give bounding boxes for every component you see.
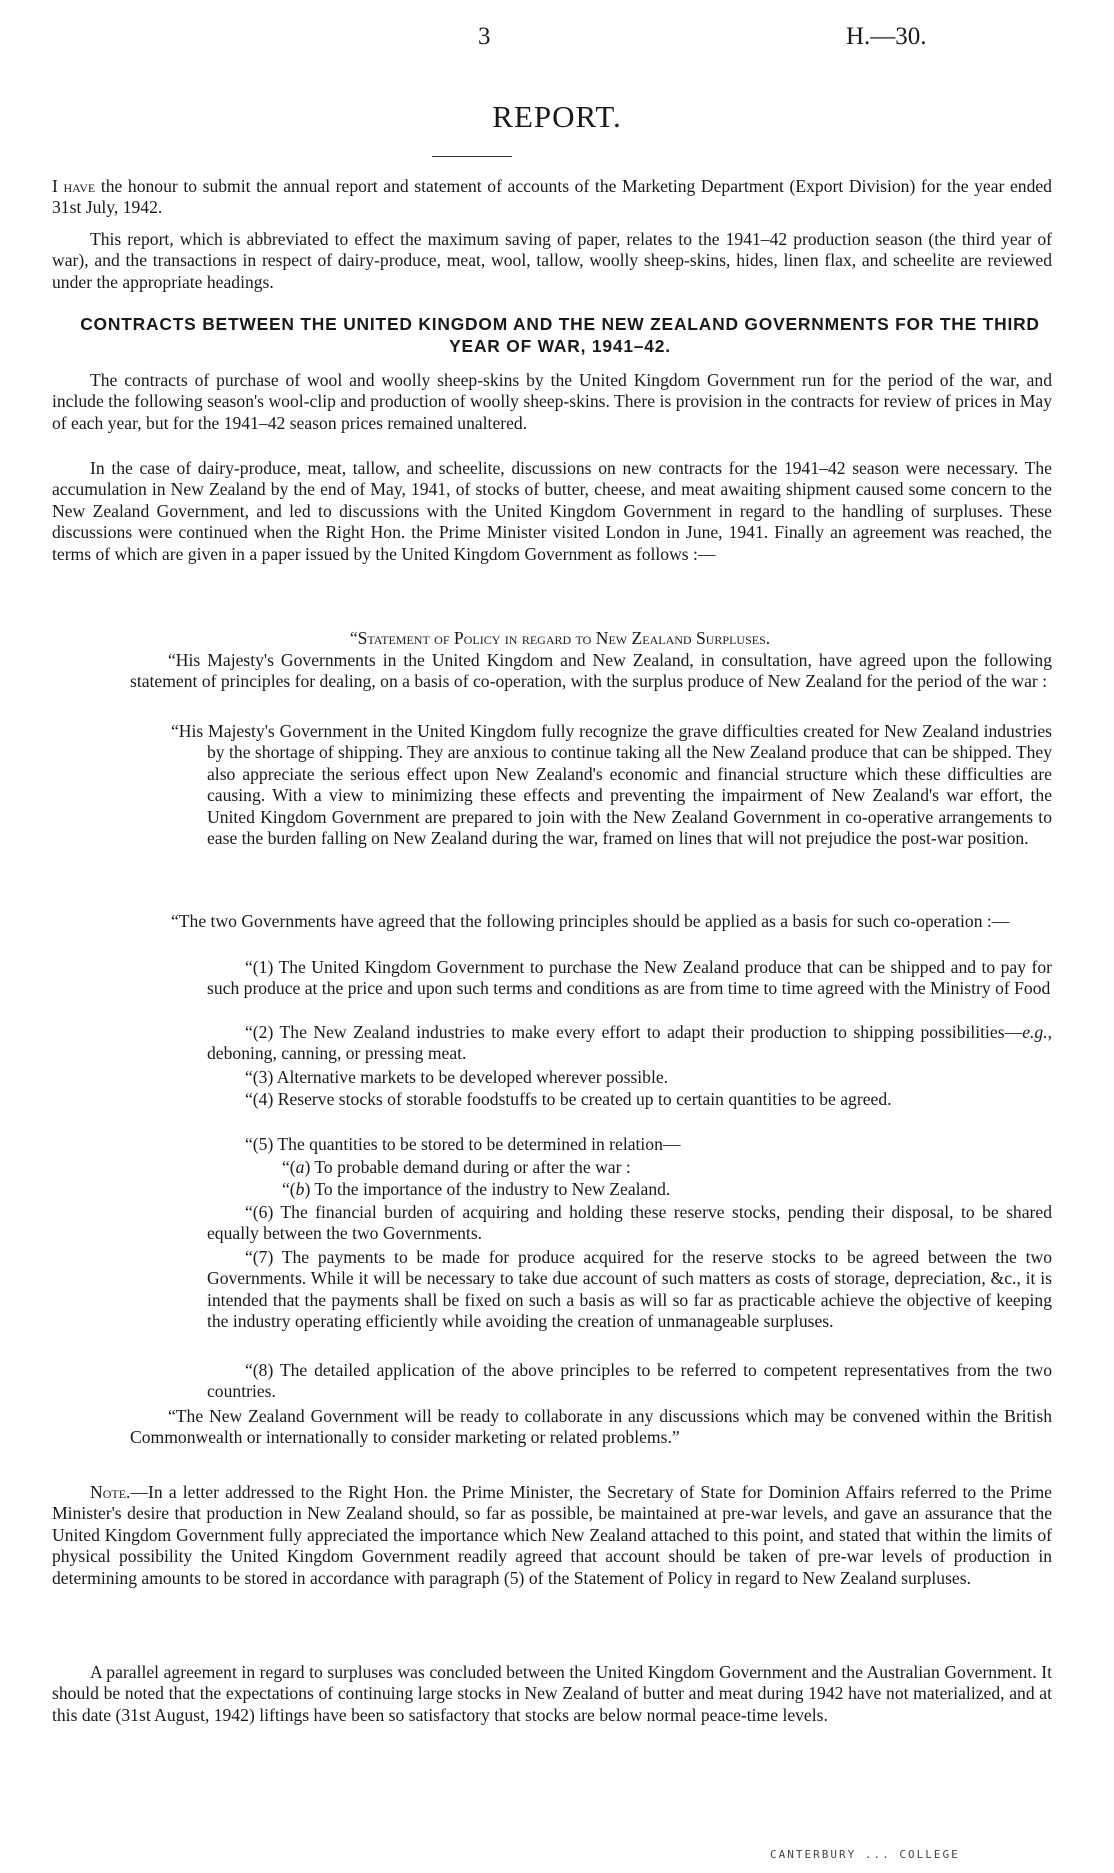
note-label: Note. xyxy=(90,1482,131,1502)
statement-paragraph-3: “The two Governments have agreed that the following principles should be applied as a basis for such co-operation :— xyxy=(171,911,1010,931)
statement-paragraph-2: “His Majesty's Government in the United Kingdom fully recognize the grave difficulties created for New Zealand industries by the shortage of shipping. They are anxious to continue taking all the New Zealand produce that can be shipped. They also appreciate the serious effect upon New Zealand's economic and financial structure which these difficulties are causing. With a view to minimizing these effects and preventing the impairment of New Zealand's war effort, the United Kingdom Government are prepared to join with the New Zealand Government in co-operative arrangements to ease the burden falling on New Zealand during the war, framed on lines that will not prejudice the post-war position. xyxy=(171,721,1052,849)
library-stamp: CANTERBURY ... COLLEGE xyxy=(770,1848,960,1861)
statement-paragraph-1: “His Majesty's Governments in the United Kingdom and New Zealand, in consultation, have agreed upon the following statement of principles for dealing, on a basis of co-operation, with the surplus produce of New Zealand for the period of the war : xyxy=(130,650,1052,692)
principle-4: “(4) Reserve stocks of storable foodstuffs to be created up to certain quantities to be agreed. xyxy=(245,1089,892,1109)
principle-7: “(7) The payments to be made for produce acquired for the reserve stocks to be agreed between the two Governments. While it will be necessary to take due account of such matters as costs of storage, depreciation, &c., it is intended that the payments shall be fixed on such a basis as will so far as practicable achieve the objective of keeping the industry operating efficiently while avoiding the creation of unmanageable surpluses. xyxy=(207,1247,1052,1332)
principle-5a xyxy=(282,1157,1052,1178)
note-text: —In a letter addressed to the Right Hon. the Prime Minister, the Secretary of State for Dominion Affairs referred to the Prime Minister's desire that production in New Zealand should, so far as possible, be maintained at pre-war levels, and gave an assurance that the United Kingdom Government fully appreciated the importance which New Zealand attached to this point, and stated that within the limits of physical possibility the United Kingdom Government readily agreed that account should be taken of pre-war levels of production in determining amounts to be stored in accordance with paragraph (5) of the Statement of Policy in regard to New Zealand surpluses. xyxy=(52,1482,1052,1588)
closing-paragraph: A parallel agreement in regard to surpluses was concluded between the United Kingdom Government and the Australian Government. It should be noted that the expectations of continuing large stocks in New Zealand of butter and meat during 1942 have not materialized, and at this date (31st August, 1942) liftings have been so satisfactory that stocks are below normal peace-time levels. xyxy=(52,1662,1052,1725)
principle-5b-open: “( xyxy=(282,1179,296,1199)
principle-5: “(5) The quantities to be stored to be determined in relation— xyxy=(245,1134,681,1154)
principle-5b xyxy=(282,1179,1052,1200)
principle-2-text-a: “(2) The New Zealand industries to make every effort to adapt their production to shipping possibilities— xyxy=(245,1022,1023,1042)
principle-5a-text: ) To probable demand during or after the war : xyxy=(304,1157,631,1177)
body-paragraph-1: The contracts of purchase of wool and woolly sheep-skins by the United Kingdom Government run for the period of the war, and include the following season's wool-clip and production of woolly sheep-skins. There is provision in the contracts for review of prices in May of each year, but for the 1941–42 season prices remained unaltered. xyxy=(52,370,1052,433)
statement-paragraph-4: “The New Zealand Government will be ready to collaborate in any discussions which may be convened within the British Commonwealth or internationally to consider marketing or related problems.” xyxy=(130,1406,1052,1448)
principle-6: “(6) The financial burden of acquiring and holding these reserve stocks, pending their disposal, to be shared equally between the two Governments. xyxy=(207,1202,1052,1244)
statement-heading: “Statement of Policy in regard to New Zealand Surpluses. xyxy=(349,628,771,648)
title-rule xyxy=(432,156,512,157)
principle-5b-text: ) To the importance of the industry to New Zealand. xyxy=(304,1179,671,1199)
body-paragraph-2: In the case of dairy-produce, meat, tallow, and scheelite, discussions on new contracts for the 1941–42 season were necessary. The accumulation in New Zealand by the end of May, 1941, of stocks of butter, cheese, and meat awaiting shipment caused some concern to the New Zealand Government, and led to discussions with the United Kingdom Government in regard to the handling of surpluses. These discussions were continued when the Right Hon. the Prime Minister visited London in June, 1941. Finally an agreement was reached, the terms of which are given in a paper issued by the United Kingdom Government as follows :— xyxy=(52,458,1052,564)
intro-lead-word: I have xyxy=(52,176,96,196)
principle-5a-letter: a xyxy=(295,1157,305,1177)
principle-5a-open: “( xyxy=(282,1157,296,1177)
report-title: REPORT. xyxy=(492,99,622,134)
intro-paragraph-1 xyxy=(52,176,1052,219)
principle-8: “(8) The detailed application of the above principles to be referred to competent representatives from the two countries. xyxy=(207,1360,1052,1402)
principle-3: “(3) Alternative markets to be developed wherever possible. xyxy=(245,1067,669,1087)
principle-2 xyxy=(207,1022,1052,1065)
page-number: 3 xyxy=(478,23,491,50)
principle-2-text-b: , deboning, canning, or pressing meat. xyxy=(207,1022,1052,1064)
principle-2-eg: e.g. xyxy=(1022,1022,1048,1042)
note-paragraph xyxy=(52,1482,1052,1589)
section-heading: CONTRACTS BETWEEN THE UNITED KINGDOM AND THE NEW ZEALAND GOVERNMENTS FOR THE THIRD YEAR OF WAR, 1941–42. xyxy=(80,314,1040,356)
intro-paragraph-2: This report, which is abbreviated to effect the maximum saving of paper, relates to the 1941–42 production season (the third year of war), and the transactions in respect of dairy-produce, meat, wool, tallow, woolly sheep-skins, hides, linen flax, and scheelite are reviewed under the appropriate headings. xyxy=(52,229,1052,292)
intro-p1-text: the honour to submit the annual report and statement of accounts of the Marketing Department (Export Division) for the year ended 31st July, 1942. xyxy=(52,176,1052,218)
document-code: H.—30. xyxy=(846,23,927,50)
principle-5b-letter: b xyxy=(295,1179,305,1199)
principle-1: “(1) The United Kingdom Government to purchase the New Zealand produce that can be shipped and to pay for such produce at the price and upon such terms and conditions as are from time to time agreed with the Ministry of Food xyxy=(207,957,1052,999)
